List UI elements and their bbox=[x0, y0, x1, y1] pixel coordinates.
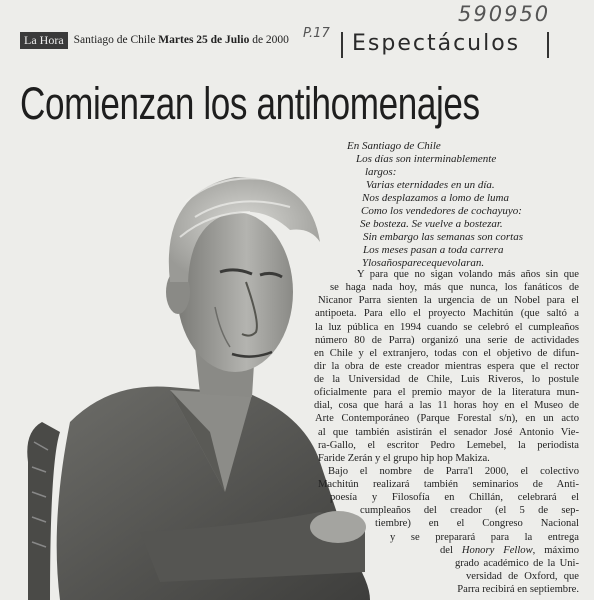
page-note-handwritten: P.17 bbox=[303, 26, 330, 41]
body-line: la luz pública en 1994 cuando se celebró el cumpleaños bbox=[315, 321, 579, 333]
body-line: dial, cosa que hará a las 11 horas hoy en el Museo de bbox=[314, 400, 579, 412]
body-line: poesía y Filosofía en Chillán, celebrará el bbox=[330, 492, 579, 504]
dateline-city: Santiago de Chile bbox=[73, 34, 156, 46]
body-line: Nicanor Parra sienten la urgencia de un Nobel para el bbox=[318, 295, 579, 307]
body-line: Arte Contemporáneo (Parque Forestal s/n), en un acto bbox=[315, 413, 579, 425]
body-line: antipoeta. Para ello el proyecto Machitún (que saltó a bbox=[315, 308, 579, 320]
body-line: y se preparará para la entrega bbox=[390, 531, 579, 543]
body-line: ra-Gallo, el escritor Pedro Lemebel, la periodista bbox=[318, 439, 579, 451]
poem-line: Los meses pasan a toda carrera bbox=[363, 244, 504, 256]
body-line: Bajo el nombre de Parra'l 2000, el colectivo bbox=[328, 465, 579, 477]
poem-line: Se bosteza. Se vuelve a bostezar. bbox=[360, 218, 503, 230]
poem-line: largos: bbox=[365, 166, 397, 178]
body-line: cumpleaños del creador (el 5 de sep- bbox=[360, 505, 579, 517]
poem-line: Ylosañosparecequevolaran. bbox=[362, 257, 485, 269]
body-line: de la Universidad de Chile, Luis Riveros, lo postule bbox=[314, 374, 579, 385]
body-line: se haga nada hoy, más que nunca, los fanáticos de bbox=[330, 282, 579, 294]
body-line: dir la obra de este creador mientras espera que el rector bbox=[314, 360, 579, 372]
dateline-date: Martes 25 de Julio bbox=[158, 34, 250, 46]
body-line: grado académico de la Uni- bbox=[455, 557, 579, 569]
headline: Comienzan los antihomenajes bbox=[20, 78, 480, 129]
dateline-year: de 2000 bbox=[252, 34, 289, 46]
body-line: al que también asistirán el senador José Antonio Vie- bbox=[318, 426, 579, 438]
section-rule-right bbox=[547, 32, 549, 58]
poem-line: Varias eternidades en un día. bbox=[366, 179, 495, 191]
body-line: Faride Zerán y el grupo hip hop Makiza. bbox=[318, 452, 490, 464]
poem-line: En Santiago de Chile bbox=[347, 140, 441, 152]
body-line: número 80 de Parra) organizó una serie de actividades bbox=[315, 334, 579, 346]
body-line: tiembre) en el Congreso Nacional bbox=[375, 518, 579, 530]
poem-line: Como los vendedores de cochayuyo: bbox=[361, 205, 522, 217]
body-line: del Honory Fellow, máximo bbox=[440, 544, 579, 556]
newspaper-logo: La Hora bbox=[20, 32, 68, 49]
archive-number-handwritten: 590950 bbox=[458, 2, 551, 26]
poem-line: Los días son interminablemente bbox=[356, 153, 497, 165]
dateline bbox=[74, 34, 289, 46]
body-line: versidad de Oxford, que bbox=[466, 570, 579, 582]
section-name: Espectáculos bbox=[352, 31, 521, 56]
body-line: Y para que no sigan volando más años sin que bbox=[357, 269, 579, 280]
poem-line: Sin embargo las semanas son cortas bbox=[363, 231, 524, 243]
body-line: Machitún realizará también seminarios de Anti- bbox=[318, 479, 579, 490]
section-rule-left bbox=[341, 32, 343, 58]
poem-line: Nos desplazamos a lomo de luma bbox=[362, 192, 509, 204]
masthead bbox=[20, 30, 289, 50]
body-line: Parra recibirá en septiembre. bbox=[457, 584, 579, 595]
body-line: en Chile y el extranjero, todas con el objetivo de difun- bbox=[314, 347, 579, 359]
body-line: oficialmente para el premio mayor de la literatura mun- bbox=[314, 387, 579, 399]
